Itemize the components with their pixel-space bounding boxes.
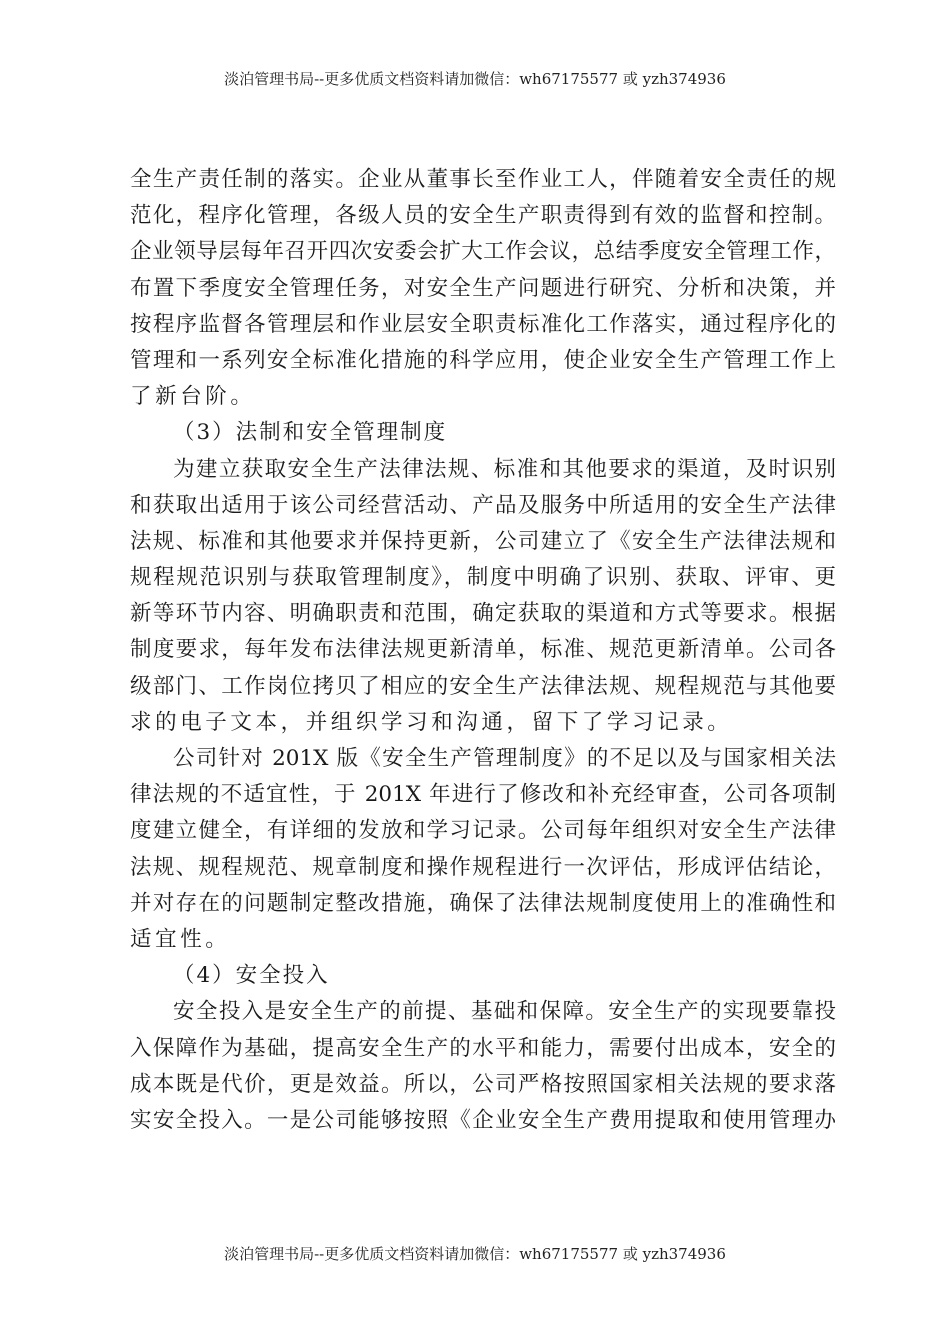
paragraph-line: 范化，程序化管理，各级人员的安全生产职责得到有效的监督和控制。 bbox=[130, 203, 836, 229]
document-body bbox=[130, 162, 836, 1139]
paragraph-line: 法规、规程规范、规章制度和操作规程进行一次评估，形成评估结论， bbox=[130, 854, 836, 880]
paragraph-line: 并对存在的问题制定整改措施，确保了法律法规制度使用上的准确性和 bbox=[130, 890, 836, 916]
paragraph-line: 适宜性。 bbox=[130, 926, 231, 952]
paragraph-line: 规程规范识别与获取管理制度》，制度中明确了识别、获取、评审、更 bbox=[130, 565, 836, 591]
paragraph-first-line: 为建立获取安全生产法律法规、标准和其他要求的渠道，及时识别 bbox=[173, 456, 836, 482]
paragraph-line: 入保障作为基础，提高安全生产的水平和能力，需要付出成本，安全的 bbox=[130, 1035, 836, 1061]
paragraph-line: 成本既是代价，更是效益。所以，公司严格按照国家相关法规的要求落 bbox=[130, 1071, 836, 1097]
paragraph-first-line: 公司针对 201X 版《安全生产管理制度》的不足以及与国家相关法 bbox=[173, 746, 836, 771]
paragraph-line: 度建立健全，有详细的发放和学习记录。公司每年组织对安全生产法律 bbox=[130, 818, 836, 844]
paragraph-line: 和获取出适用于该公司经营活动、产品及服务中所适用的安全生产法律 bbox=[130, 492, 836, 518]
page-header-watermark: 淡泊管理书局--更多优质文档资料请加微信：wh67175577 或 yzh374936 bbox=[224, 70, 726, 88]
paragraph-line: 法规、标准和其他要求并保持更新，公司建立了《安全生产法律法规和 bbox=[130, 528, 836, 554]
section-heading-3: （3）法制和安全管理制度 bbox=[173, 420, 448, 446]
paragraph-line: 实安全投入。一是公司能够按照《企业安全生产费用提取和使用管理办 bbox=[130, 1107, 836, 1133]
paragraph-line: 级部门、工作岗位拷贝了相应的安全生产法律法规、规程规范与其他要 bbox=[130, 673, 836, 699]
paragraph-line: 企业领导层每年召开四次安委会扩大工作会议，总结季度安全管理工作， bbox=[130, 239, 836, 265]
paragraph-line: 全生产责任制的落实。企业从董事长至作业工人，伴随着安全责任的规 bbox=[130, 167, 836, 192]
paragraph-first-line: 安全投入是安全生产的前提、基础和保障。安全生产的实现要靠投 bbox=[173, 999, 836, 1025]
page-footer-watermark: 淡泊管理书局--更多优质文档资料请加微信：wh67175577 或 yzh374936 bbox=[224, 1245, 726, 1263]
paragraph-line: 管理和一系列安全标准化措施的科学应用，使企业安全生产管理工作上 bbox=[130, 347, 836, 373]
paragraph-line: 了新台阶。 bbox=[130, 384, 256, 410]
paragraph-line: 按程序监督各管理层和作业层安全职责标准化工作落实，通过程序化的 bbox=[130, 311, 836, 337]
paragraph-line: 新等环节内容、明确职责和范围，确定获取的渠道和方式等要求。根据 bbox=[130, 601, 836, 627]
paragraph-line: 律法规的不适宜性，于 201X 年进行了修改和补充经审查，公司各项制 bbox=[130, 782, 836, 808]
section-heading-4: （4）安全投入 bbox=[173, 963, 330, 989]
paragraph-line: 制度要求，每年发布法律法规更新清单，标准、规范更新清单。公司各 bbox=[130, 637, 836, 663]
paragraph-line: 求的电子文本，并组织学习和沟通，留下了学习记录。 bbox=[130, 709, 733, 735]
paragraph-line: 布置下季度安全管理任务，对安全生产问题进行研究、分析和决策，并 bbox=[130, 275, 836, 301]
